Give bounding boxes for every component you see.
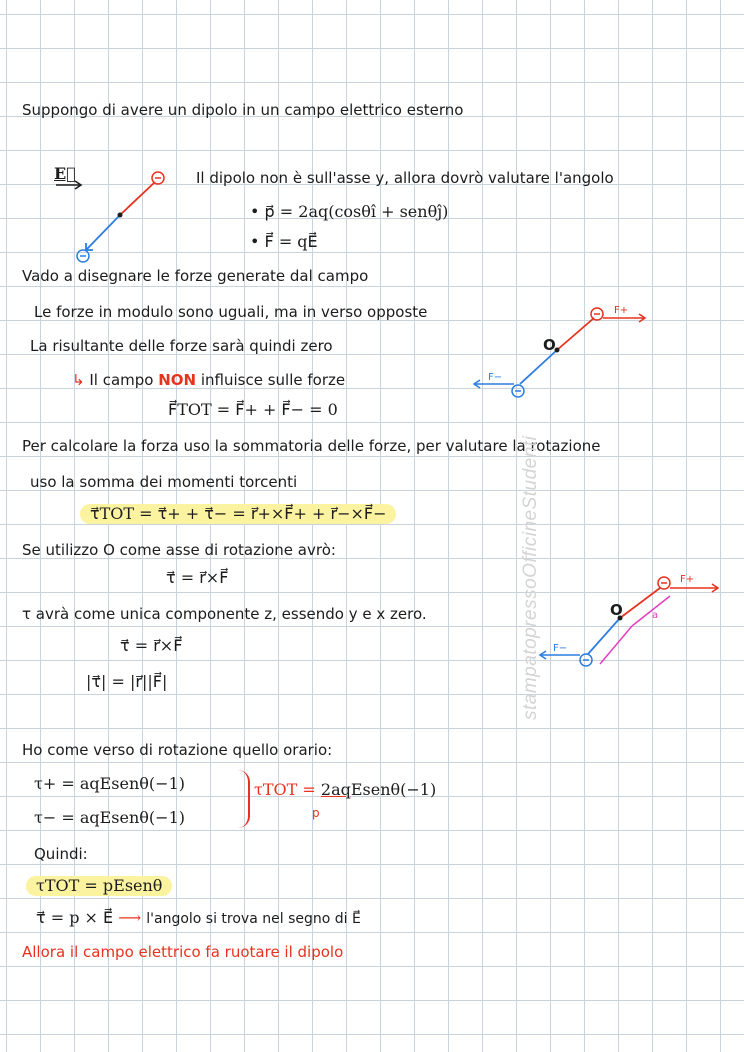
line-z-component: τ avrà come unica componente z, essendo y e x zero. — [22, 605, 427, 623]
formula-tau-2: τ⃗ = r⃗×F⃗ — [120, 636, 183, 655]
formula-tau-minus: τ− = aqEsenθ(−1) — [34, 808, 185, 827]
d3-f-plus: F+ — [680, 574, 695, 585]
dipole-diagram-2 — [474, 308, 645, 397]
p-under: p — [312, 806, 320, 820]
watermark: stampatopressoOfficineStudenti — [520, 435, 541, 720]
e-field-label: E⃗ — [54, 164, 76, 183]
formula-tau-mod: |τ⃗| = |r⃗||F⃗| — [86, 672, 168, 691]
line-draw-forces: Vado a disegnare le forze generate dal campo — [22, 267, 369, 285]
line-sum-forces: Per calcolare la forza uso la sommatoria delle forze, per valutare la rotazione — [22, 437, 601, 455]
d3-origin: O — [610, 601, 623, 619]
d3-f-minus: F− — [553, 643, 568, 654]
arrow-icon: ↳ — [72, 371, 90, 389]
l6-pre: Il campo — [89, 371, 159, 389]
tau-vec-post: l'angolo si trova nel segno di E⃗ — [146, 911, 361, 927]
tau-sum-2aq: 2aq — [320, 780, 351, 799]
e-arrow-icon — [56, 181, 81, 189]
d2-origin: O — [543, 336, 556, 354]
dipole-diagram-1 — [77, 172, 164, 262]
formula-p: • p⃗ = 2aq(cosθî + senθĵ) — [250, 202, 449, 221]
formula-tau-final: τTOT = pEsenθ — [26, 876, 172, 896]
line-conclusion: Allora il campo elettrico fa ruotare il dipolo — [22, 943, 344, 961]
formula-tau: τ⃗ = r⃗×F⃗ — [166, 568, 229, 587]
line-intro: Suppongo di avere un dipolo in un campo elettrico esterno — [22, 101, 464, 119]
d2-f-minus: F− — [488, 372, 503, 383]
d2-f-plus: F+ — [614, 305, 629, 316]
l6-post: influisce sulle forze — [196, 371, 346, 389]
formula-f: • F⃗ = qE⃗ — [250, 232, 318, 251]
tau-sum-pre: τTOT = — [254, 780, 321, 799]
l6-non: NON — [158, 371, 197, 389]
line-quindi: Quindi: — [34, 845, 88, 863]
line-dipole-angle: Il dipolo non è sull'asse y, allora dovrò valutare l'angolo — [196, 169, 614, 187]
line-resultant-zero: La risultante delle forze sarà quindi zero — [30, 337, 333, 355]
dipole-red-arm — [120, 182, 155, 215]
line-sum-torques: uso la somma dei momenti torcenti — [30, 473, 298, 491]
tau-sum-post: Esenθ(−1) — [350, 780, 437, 799]
d3-a-label: a — [652, 610, 659, 621]
tau-vec: τ⃗ = p × E⃗ — [36, 908, 114, 927]
red-arrow-icon: ⟶ — [113, 908, 147, 927]
line-clockwise: Ho come verso di rotazione quello orario: — [22, 741, 333, 759]
formula-tau-tot: τ⃗TOT = τ⃗+ + τ⃗− = r⃗+×F⃗+ + r⃗−×F⃗− — [80, 504, 396, 524]
dipole-blue-arm — [86, 215, 120, 250]
line-axis-o: Se utilizzo O come asse di rotazione avrò: — [22, 541, 336, 559]
line-forces-equal: Le forze in modulo sono uguali, ma in verso opposte — [34, 303, 428, 321]
formula-tau-plus: τ+ = aqEsenθ(−1) — [34, 774, 185, 793]
formula-ftot: F⃗TOT = F⃗+ + F⃗− = 0 — [168, 400, 338, 419]
dipole-center — [118, 213, 123, 218]
